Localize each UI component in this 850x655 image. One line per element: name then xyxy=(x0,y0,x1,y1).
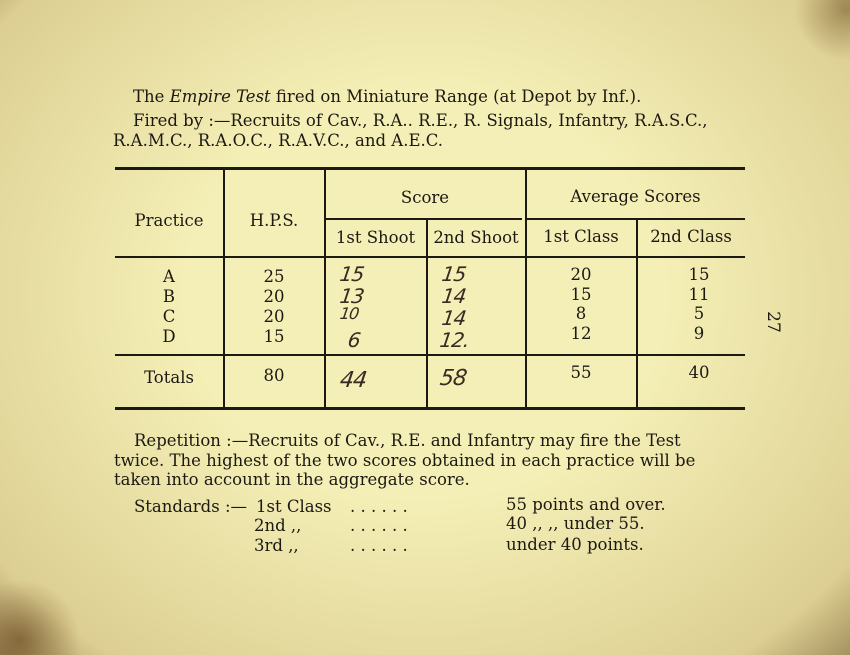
standard-1-value: 55 points and over. xyxy=(506,495,666,514)
totals-second-class: 40 xyxy=(688,363,710,382)
standard-1-class: 1st Class xyxy=(256,497,332,516)
row-a-first-shoot: 15 xyxy=(338,262,366,286)
row-b-practice: B xyxy=(162,287,176,306)
totals-second-shoot: 58 xyxy=(438,366,468,391)
intro-suffix: fired on Miniature Range (at Depot by Inf.). xyxy=(275,87,642,106)
header-first-shoot: 1st Shoot xyxy=(335,228,416,247)
standard-2-dots: . . . . . . xyxy=(350,516,408,535)
row-a-first-class: 20 xyxy=(570,265,592,284)
standard-3-dots: . . . . . . xyxy=(350,536,408,555)
row-c-practice: C xyxy=(162,307,176,326)
standard-3-value: under 40 points. xyxy=(506,535,644,554)
header-second-shoot: 2nd Shoot xyxy=(433,228,519,247)
row-d-second-shoot: 12. xyxy=(438,328,471,352)
empire-test-title: Empire Test xyxy=(169,87,271,106)
intro-line-2: Fired by :—Recruits of Cav., R.A.. R.E., R. Signals, Infantry, R.A.S.C., xyxy=(133,111,708,130)
row-a-second-class: 15 xyxy=(688,265,710,284)
row-c-second-shoot: 14 xyxy=(440,306,468,330)
row-b-hps: 20 xyxy=(263,287,285,306)
header-rule xyxy=(115,256,745,258)
row-d-first-shoot: 6 xyxy=(346,328,362,352)
intro-line-1 xyxy=(133,87,641,107)
header-average-scores: Average Scores xyxy=(570,187,701,206)
repetition-line-2: twice. The highest of the two scores obtained in each practice will be xyxy=(114,451,696,470)
page-number: 27 xyxy=(762,311,783,333)
row-b-first-class: 15 xyxy=(570,285,592,304)
header-hps: H.P.S. xyxy=(249,211,299,230)
row-d-second-class: 9 xyxy=(693,324,705,343)
row-d-first-class: 12 xyxy=(570,324,592,343)
intro-prefix: The xyxy=(133,87,165,106)
standard-2-value: 40 ,, ,, under 55. xyxy=(506,514,645,533)
row-b-second-class: 11 xyxy=(688,285,710,304)
row-d-hps: 15 xyxy=(263,327,285,346)
row-b-second-shoot: 14 xyxy=(440,284,468,308)
row-b-first-shoot: 13 xyxy=(338,284,366,308)
row-c-first-shoot: 10 xyxy=(338,304,360,323)
score-sub-rule xyxy=(325,218,522,220)
repetition-line-1: Repetition :—Recruits of Cav., R.E. and Infantry may fire the Test xyxy=(134,431,681,450)
row-c-first-class: 8 xyxy=(575,304,587,323)
header-second-class: 2nd Class xyxy=(650,227,732,246)
table-bottom-rule xyxy=(115,407,745,410)
repetition-line-3: taken into account in the aggregate score. xyxy=(114,470,470,489)
standard-2-class: 2nd ,, xyxy=(254,516,302,535)
row-a-hps: 25 xyxy=(263,267,285,286)
header-practice: Practice xyxy=(134,211,204,230)
table-top-rule xyxy=(115,167,745,170)
totals-label: Totals xyxy=(144,368,194,387)
row-a-second-shoot: 15 xyxy=(440,262,468,286)
totals-rule xyxy=(115,354,745,356)
row-c-second-class: 5 xyxy=(693,304,705,323)
header-score: Score xyxy=(400,188,450,207)
header-first-class: 1st Class xyxy=(543,227,619,246)
totals-hps: 80 xyxy=(263,366,285,385)
standard-1-dots: . . . . . . xyxy=(350,497,408,516)
intro-line-3: R.A.M.C., R.A.O.C., R.A.V.C., and A.E.C. xyxy=(113,131,444,150)
row-a-practice: A xyxy=(163,267,175,286)
totals-first-class: 55 xyxy=(570,363,592,382)
row-d-practice: D xyxy=(162,327,176,346)
standards-label: Standards :— xyxy=(134,497,248,516)
standard-3-class: 3rd ,, xyxy=(254,536,299,555)
totals-first-shoot: 44 xyxy=(338,368,368,393)
row-c-hps: 20 xyxy=(263,307,285,326)
